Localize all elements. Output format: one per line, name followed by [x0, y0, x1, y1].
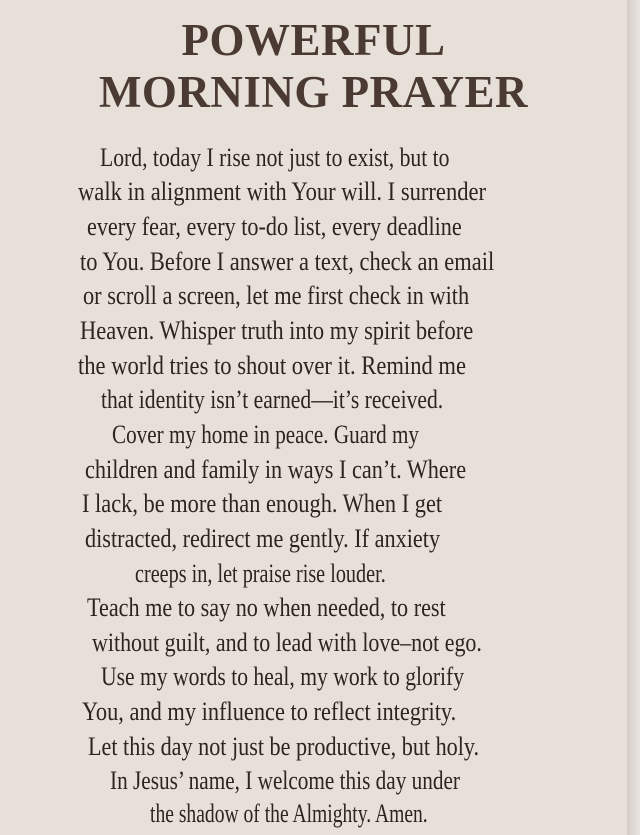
- prayer-line: You, and my influence to reflect integrity.: [82, 697, 457, 726]
- prayer-line: Lord, today I rise not just to exist, but to: [100, 143, 450, 172]
- prayer-line: In Jesus’ name, I welcome this day under: [110, 766, 460, 795]
- prayer-line: without guilt, and to lead with love–not ego.: [92, 628, 482, 657]
- prayer-line: every fear, every to-do list, every deadline: [87, 212, 462, 241]
- prayer-line: the world tries to shout over it. Remind me: [78, 351, 466, 380]
- prayer-line: children and family in ways I can’t. Where: [85, 455, 467, 484]
- prayer-line: or scroll a screen, let me first check in with: [83, 281, 470, 310]
- prayer-line: Let this day not just be productive, but holy.: [88, 732, 480, 761]
- prayer-line: I lack, be more than enough. When I get: [82, 489, 443, 518]
- prayer-line: distracted, redirect me gently. If anxiety: [85, 524, 441, 553]
- prayer-line: Heaven. Whisper truth into my spirit before: [80, 316, 474, 345]
- prayer-line: creeps in, let praise rise louder.: [135, 559, 386, 588]
- prayer-line: to You. Before I answer a text, check an email: [80, 247, 495, 276]
- title-line-1: POWERFUL: [181, 15, 446, 65]
- prayer-line: the shadow of the Almighty. Amen.: [150, 799, 428, 828]
- title-line-2: MORNING PRAYER: [98, 67, 529, 117]
- prayer-line: Use my words to heal, my work to glorify: [101, 662, 465, 691]
- prayer-line: walk in alignment with Your will. I surrender: [78, 177, 487, 206]
- prayer-line: Teach me to say no when needed, to rest: [87, 593, 446, 622]
- prayer-line: Cover my home in peace. Guard my: [112, 420, 419, 449]
- card-edge-shadow: [627, 0, 640, 835]
- prayer-line: that identity isn’t earned—it’s received.: [101, 385, 444, 414]
